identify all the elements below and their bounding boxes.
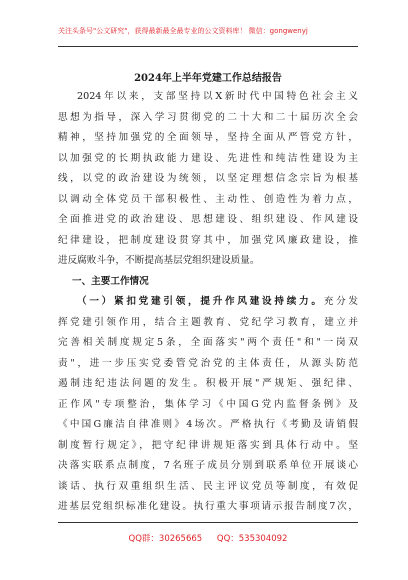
subsection-first-line xyxy=(58,292,358,313)
footer-divider xyxy=(58,522,358,523)
intro-line: 精神，坚持加强党的全面领导，坚持全面从严管党方针， xyxy=(58,132,358,143)
body-line: 正作风"专项整治，集体学习《中国G党内监督条例》及 xyxy=(58,398,358,410)
intro-line: 2024年以来，支部坚持以X新时代中国特色社会主义 xyxy=(77,91,358,102)
section-heading: 一、主要工作情况 xyxy=(72,275,149,287)
intro-line: 以调动全体党员干部积极性、主动性、创造性为着力点， xyxy=(58,193,358,205)
footer-contact xyxy=(58,532,358,544)
body-line: 责"，进一步压实党委管党治党的主体责任，从源头防范 xyxy=(58,357,358,369)
footer-qq-group: QQ群：30265665 xyxy=(128,534,203,544)
intro-line: 以加强党的长期执政能力建设、先进性和纯洁性建设为主 xyxy=(58,152,358,164)
body-line: 完善相关制度规定5条，全面落实"两个责任"和"一岗双 xyxy=(58,337,358,348)
intro-line: 进反腐败斗争，不断提高基层党组织建设质量。 xyxy=(58,255,260,266)
intro-line: 全面推进党的政治建设、思想建设、组织建设、作风建设 xyxy=(58,214,358,225)
document-title: 2024年上半年党建工作总结报告 xyxy=(134,73,282,84)
intro-line: 思想为指导，深入学习贯彻党的二十大和二十届历次全会 xyxy=(58,111,358,123)
body-line: 谈话、执行双重组织生活、民主评议党员等制度，有效促 xyxy=(58,480,358,492)
document-body xyxy=(58,87,358,518)
header-banner: 关注头条号"公文研究"，获得最新最全最专业的公文资料库！ 微信：gongwenyj xyxy=(58,27,308,35)
subsection-first-text: 充分发 xyxy=(323,296,359,307)
body-line: 进基层党组织标准化建设。执行重大事项请示报告制度7次， xyxy=(58,501,358,512)
intro-line: 纪律建设，把制度建设贯穿其中，加强党风廉政建设，推 xyxy=(58,234,358,246)
header-divider xyxy=(58,46,358,47)
footer-qq: QQ：535304092 xyxy=(216,534,288,544)
subsection-heading: （一）紧扣党建引领，提升作风建设持续力。 xyxy=(77,296,324,307)
body-line: 制度暂行规定》，把守纪律讲规矩落实到具体行动中。坚 xyxy=(58,439,358,451)
body-line: 决落实联系点制度，7名班子成员分别到联系单位开展谈心 xyxy=(58,460,358,471)
intro-line: 线，以党的政治建设为统领，以坚定理想信念宗旨为根基 xyxy=(58,173,358,184)
body-line: 遏制违纪违法问题的发生。积极开展"严规矩、强纪律、 xyxy=(58,378,358,389)
body-line: 《中国G廉洁自律准则》4场次。严格执行《考勤及请销假 xyxy=(58,419,358,430)
body-line: 挥党建引领作用，结合主题教育、党纪学习教育，建立并 xyxy=(58,316,358,328)
